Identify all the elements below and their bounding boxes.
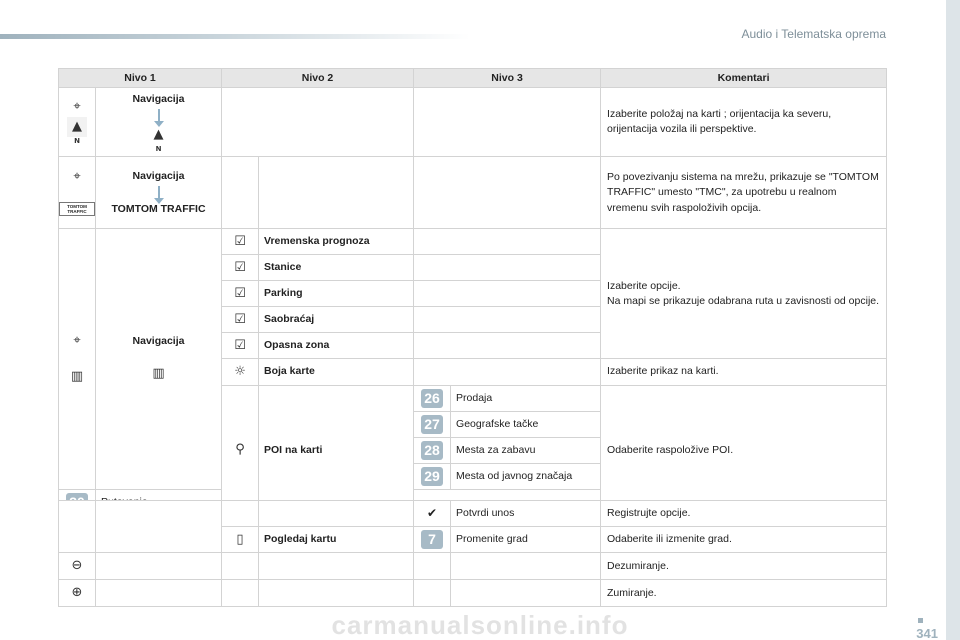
- poi-comment: Odaberite raspoložive POI.: [601, 385, 887, 515]
- table-row: [59, 580, 887, 607]
- level2-cell: [259, 580, 414, 607]
- poi-label-cell-empty: [259, 501, 414, 527]
- poi-label[interactable]: POI na karti: [259, 385, 414, 515]
- level1-cell: [96, 88, 222, 157]
- checkmark-icon[interactable]: ✔: [414, 501, 451, 527]
- comment-cell: Po povezivanju sistema na mrežu, prikazuje se "TOMTOM TRAFFIC" umesto "TMC", za upotrebu u realnom vremenu svih raspoloživih opcija.: [601, 157, 887, 229]
- poi-number-badge: 26: [421, 389, 443, 408]
- layer-parking[interactable]: Parking: [259, 281, 414, 307]
- comment-cell: Odaberite ili izmenite grad.: [601, 527, 887, 553]
- table-row: [59, 88, 887, 157]
- poi-number-cell: [414, 411, 451, 437]
- layers-comment-cell: [601, 229, 887, 359]
- level1-cell: [96, 580, 222, 607]
- table-row: [59, 229, 887, 255]
- header-accent-bar: [0, 34, 470, 39]
- map-icon: ▥: [152, 366, 165, 382]
- level2-icon-cell: [222, 553, 259, 580]
- layers-comment: Izaberite opcije. Na mapi se prikazuje odabrana ruta u zavisnosti od opcije.: [607, 279, 880, 307]
- layer-stations[interactable]: Stanice: [259, 255, 414, 281]
- level3-icon-cell: [414, 580, 451, 607]
- map-color-label[interactable]: Boja karte: [259, 359, 414, 385]
- poi-number-cell: [414, 437, 451, 463]
- icon-cell: [59, 229, 96, 489]
- poi-item[interactable]: Geografske tačke: [451, 411, 601, 437]
- navigation-arrow-icon: ⌖: [73, 333, 81, 349]
- checkbox-icon[interactable]: ☑: [222, 307, 259, 333]
- navigation-label: Navigacija: [132, 334, 185, 347]
- map-icon[interactable]: ▯: [222, 527, 259, 553]
- checkbox-icon[interactable]: ☑: [222, 333, 259, 359]
- level1-cell: [96, 553, 222, 580]
- header-level3: Nivo 3: [414, 69, 601, 88]
- poi-number-badge: 28: [421, 441, 443, 460]
- layer-weather[interactable]: Vremenska prognoza: [259, 229, 414, 255]
- level2-icon-cell: [222, 580, 259, 607]
- page-number: 341: [916, 618, 938, 640]
- level3-cell: [414, 88, 601, 157]
- table-row: [59, 553, 887, 580]
- level2-icon-cell: [222, 157, 259, 229]
- arrow-down-icon: [158, 186, 160, 200]
- table-row: [59, 157, 887, 229]
- layer-traffic[interactable]: Saobraćaj: [259, 307, 414, 333]
- north-arrow-icon: ▲ N: [67, 117, 87, 137]
- level3-cell: [414, 255, 601, 281]
- map-icon: ▥: [70, 368, 84, 384]
- level3-cell: [414, 333, 601, 359]
- level1-cell: [96, 501, 222, 553]
- navigation-label: Navigacija: [132, 93, 185, 105]
- arrow-down-icon: [158, 109, 160, 123]
- page-edge-strip: [946, 0, 960, 640]
- zoom-in-icon[interactable]: ⊕: [59, 580, 96, 607]
- view-map-number-badge: 7: [421, 530, 443, 549]
- level3-icon-cell: [414, 553, 451, 580]
- header-level1: Nivo 1: [59, 69, 222, 88]
- view-map-label[interactable]: Pogledaj kartu: [259, 527, 414, 553]
- level2-cell: [222, 88, 414, 157]
- level3-cell: [451, 580, 601, 607]
- header-comments: Komentari: [601, 69, 887, 88]
- icon-cell: [59, 88, 96, 157]
- level3-cell: [414, 157, 601, 229]
- table-header-row: [59, 69, 887, 88]
- level1-cell: [96, 229, 222, 489]
- level2-cell: [259, 157, 414, 229]
- poi-number-badge: 27: [421, 415, 443, 434]
- table-row: [59, 501, 887, 527]
- comment-cell: Izaberite prikaz na karti.: [601, 359, 887, 385]
- poi-number-cell: [414, 463, 451, 489]
- icon-cell: [59, 501, 96, 553]
- icon-cell: [59, 157, 96, 229]
- navigation-arrow-icon: ⌖: [73, 169, 81, 185]
- level2-cell: [259, 553, 414, 580]
- navigation-label: Navigacija: [132, 169, 185, 182]
- day-night-icon[interactable]: ☼: [222, 359, 259, 385]
- level3-cell: [414, 307, 601, 333]
- poi-number-cell: [414, 385, 451, 411]
- level3-cell: [451, 553, 601, 580]
- change-city-label[interactable]: Promenite grad: [451, 527, 601, 553]
- poi-item[interactable]: Mesta za zabavu: [451, 437, 601, 463]
- watermark: carmanualsonline.info: [331, 610, 629, 640]
- checkbox-icon[interactable]: ☑: [222, 255, 259, 281]
- comment-cell: Zumiranje.: [601, 580, 887, 607]
- confirm-label[interactable]: Potvrdi unos: [451, 501, 601, 527]
- poi-icon[interactable]: ⚲: [222, 385, 259, 515]
- navigation-arrow-icon: ⌖: [73, 98, 81, 114]
- poi-number-badge: 29: [421, 467, 443, 486]
- tomtom-traffic-logo: TOMTOM TRAFFIC: [59, 202, 95, 216]
- comment-cell: Izaberite položaj na karti ; orijentacija ka severu, orijentacija vozila ili perspektive.: [601, 88, 887, 157]
- tomtom-traffic-label: TOMTOM TRAFFIC: [111, 202, 206, 215]
- page-header-title: Audio i Telematska oprema: [741, 27, 886, 41]
- navigation-menu-table-continued: [58, 500, 887, 607]
- header-level2: Nivo 2: [222, 69, 414, 88]
- layer-danger-zone[interactable]: Opasna zona: [259, 333, 414, 359]
- comment-cell: Dezumiranje.: [601, 553, 887, 580]
- level3-cell: [414, 359, 601, 385]
- poi-icon-cell-empty: [222, 501, 259, 527]
- view-map-number-cell: [414, 527, 451, 553]
- poi-item[interactable]: Mesta od javnog značaja: [451, 463, 601, 489]
- poi-item[interactable]: Prodaja: [451, 385, 601, 411]
- checkbox-icon[interactable]: ☑: [222, 229, 259, 255]
- level1-cell: [96, 157, 222, 229]
- comment-cell: Registrujte opcije.: [601, 501, 887, 527]
- level3-cell: [414, 229, 601, 255]
- level3-cell: [414, 281, 601, 307]
- checkbox-icon[interactable]: ☑: [222, 281, 259, 307]
- north-arrow-icon: ▲ N: [153, 127, 164, 154]
- navigation-menu-table: [58, 68, 887, 516]
- zoom-out-icon[interactable]: ⊖: [59, 553, 96, 580]
